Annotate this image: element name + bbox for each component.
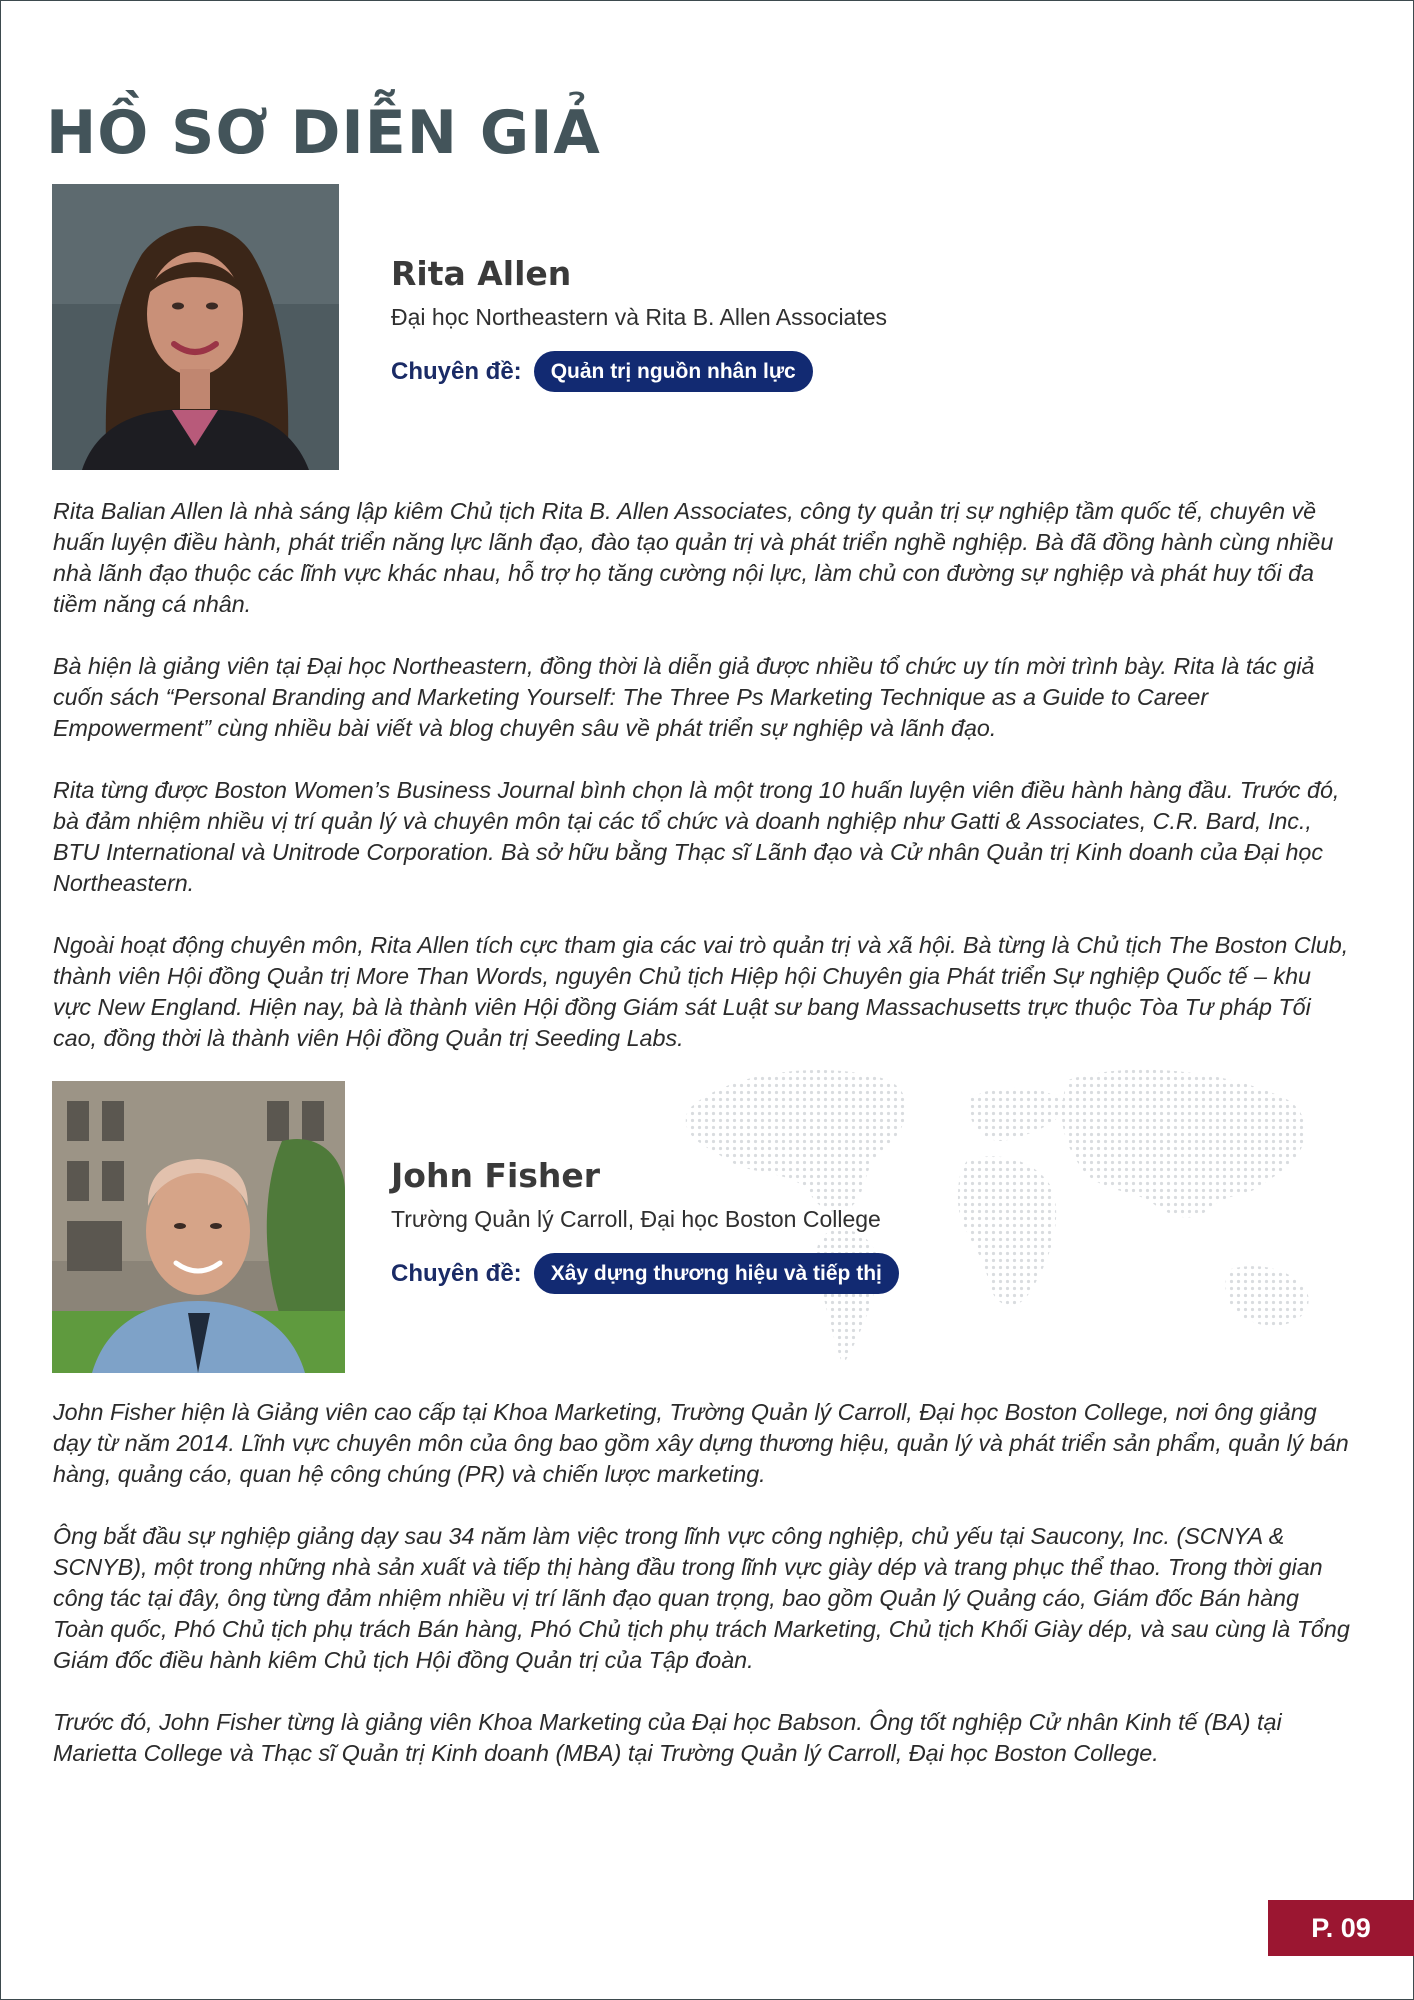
speaker-name: John Fisher [391,1156,601,1195]
speaker-photo-john-fisher [52,1081,345,1373]
speaker-bio-rita-allen [53,496,1353,1085]
page-number-badge: P. 09 [1268,1900,1414,1956]
speaker-photo-rita-allen [52,184,339,470]
speaker-header-john-fisher [391,1156,899,1294]
topic-label: Chuyên đề: [391,357,522,385]
bio-paragraph: Ngoài hoạt động chuyên môn, Rita Allen tích cực tham gia các vai trò quản trị và xã hội. Bà từng là Chủ tịch The Boston Club, thành viên Hội đồng Quản trị More Than Words, nguyên Chủ tịch Hiệp hội Chuyên gia Phát triển Sự nghiệp Quốc tế – khu vực New England. Hiện nay, bà là thành viên Hội đồng Giám sát Luật sư bang Massachusetts trực thuộc Tòa Tư pháp Tối cao, đồng thời là thành viên Hội đồng Quản trị Seeding Labs. [53,932,1349,1051]
speaker-affiliation: Đại học Northeastern và Rita B. Allen Associates [391,303,888,330]
bio-paragraph: John Fisher hiện là Giảng viên cao cấp tại Khoa Marketing, Trường Quản lý Carroll, Đại học Boston College, nơi ông giảng dạy từ năm 2014. Lĩnh vực chuyên môn của ông bao gồm xây dựng thương hiệu, quản lý và phát triển sản phẩm, quản lý bán hàng, quảng cáo, quan hệ công chúng (PR) và chiến lược marketing. [53,1399,1349,1487]
bio-paragraph: Ông bắt đầu sự nghiệp giảng dạy sau 34 năm làm việc trong lĩnh vực công nghiệp, chủ yếu tại Saucony, Inc. (SCNYA & SCNYB), một trong những nhà sản xuất và tiếp thị hàng đầu trong lĩnh vực giày dép và trang phục thể thao. Trong thời gian công tác tại đây, ông từng đảm nhiệm nhiều vị trí lãnh đạo quan trọng, bao gồm Quản lý Quảng cáo, Giám đốc Bán hàng Toàn quốc, Phó Chủ tịch phụ trách Bán hàng, Phó Chủ tịch phụ trách Marketing, Chủ tịch Khối Giày dép, và sau cùng là Tổng Giám đốc điều hành kiêm Chủ tịch Hội đồng Quản trị của Tập đoàn. [53,1523,1350,1673]
speaker-affiliation: Trường Quản lý Carroll, Đại học Boston College [391,1205,881,1232]
bio-paragraph: Bà hiện là giảng viên tại Đại học Northeastern, đồng thời là diễn giả được nhiều tổ chức uy tín mời trình bày. Rita là tác giả cuốn sách “Personal Branding and Marketing Yourself: The Three Ps Marketing Technique as a Guide to Career Empowerment” cùng nhiều bài viết và blog chuyên sâu về phát triển sự nghiệp và lãnh đạo. [53,653,1315,741]
bio-paragraph: Trước đó, John Fisher từng là giảng viên Khoa Marketing của Đại học Babson. Ông tốt nghiệp Cử nhân Kinh tế (BA) tại Marietta College và Thạc sĩ Quản trị Kinh doanh (MBA) tại Trường Quản lý Carroll, Đại học Boston College. [53,1709,1282,1766]
topic-row [391,351,887,392]
speaker-header-rita-allen [391,254,887,392]
topic-row [391,1253,899,1294]
topic-badge: Xây dựng thương hiệu và tiếp thị [534,1253,899,1294]
bio-paragraph: Rita Balian Allen là nhà sáng lập kiêm Chủ tịch Rita B. Allen Associates, công ty quản trị sự nghiệp tầm quốc tế, chuyên về huấn luyện điều hành, phát triển năng lực lãnh đạo, đào tạo quản trị và phát triển nghề nghiệp. Bà đã đồng hành cùng nhiều nhà lãnh đạo thuộc các lĩnh vực khác nhau, hỗ trợ họ tăng cường nội lực, làm chủ con đường sự nghiệp và phát huy tối đa tiềm năng cá nhân. [53,498,1334,617]
page-title: HỒ SƠ DIỄN GIẢ [46,98,601,168]
topic-badge: Quản trị nguồn nhân lực [534,351,813,392]
speaker-bio-john-fisher [53,1397,1353,1800]
speaker-name: Rita Allen [391,254,572,293]
topic-label: Chuyên đề: [391,1259,522,1287]
bio-paragraph: Rita từng được Boston Women’s Business Journal bình chọn là một trong 10 huấn luyện viên điều hành hàng đầu. Trước đó, bà đảm nhiệm nhiều vị trí quản lý và chuyên môn tại các tổ chức và doanh nghiệp như Gatti & Associates, C.R. Bard, Inc., BTU International và Unitrode Corporation. Bà sở hữu bằng Thạc sĩ Lãnh đạo và Cử nhân Quản trị Kinh doanh của Đại học Northeastern. [53,777,1340,896]
